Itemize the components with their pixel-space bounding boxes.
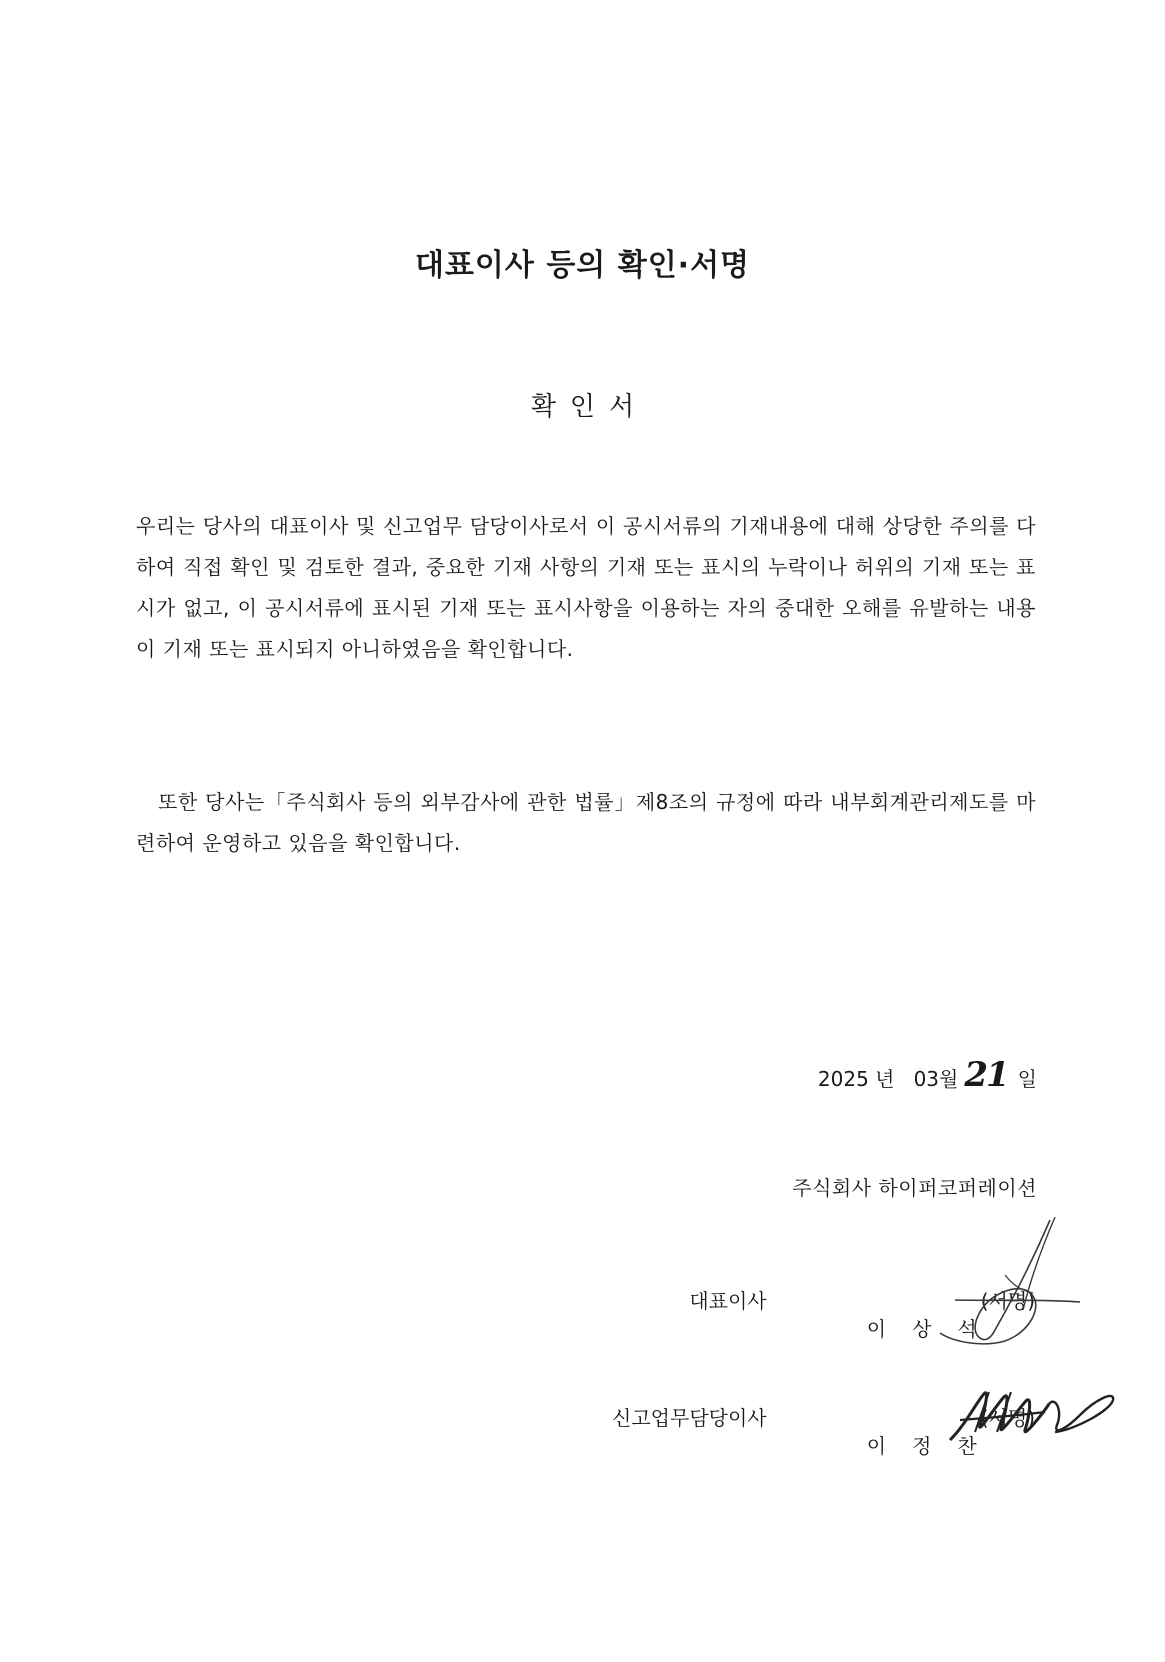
date-month: 03 xyxy=(913,1067,940,1091)
document-title: 대표이사 등의 확인·서명 xyxy=(414,248,751,283)
signing-date xyxy=(818,1055,1037,1095)
ceo-name-char: 이 xyxy=(866,1317,887,1341)
handwritten-day: 21 xyxy=(964,1055,1008,1095)
ceo-name-char: 석 xyxy=(957,1317,977,1341)
cfo-role: 신고업무담당이사 xyxy=(612,1406,767,1430)
cfo-name-char: 찬 xyxy=(957,1434,977,1458)
cfo-name xyxy=(803,1406,977,1483)
ceo-name-char: 상 xyxy=(912,1317,932,1341)
ceo-signature-line xyxy=(689,1285,1035,1366)
cfo-name-char: 이 xyxy=(866,1434,887,1458)
date-year-unit: 년 xyxy=(875,1067,895,1091)
confirmation-paragraph: 우리는 당사의 대표이사 및 신고업무 담당이사로서 이 공시서류의 기재내용에 대해 상당한 주의를 다하여 직접 확인 및 검토한 결과, 중요한 기재 사항의 기재 또는 표시의 누락이나 허위의 기재 또는 표시가 없고, 이 공시서류에 표시된 기재 또는 표시사항을 이용하는 자의 중대한 오해를 유발하는 내용이 기재 또는 표시되지 아니하였음을 확인합니다. xyxy=(136,514,1036,661)
date-year: 2025 xyxy=(817,1067,869,1091)
date-day-unit: 일 xyxy=(1017,1067,1037,1091)
ceo-name xyxy=(803,1289,977,1366)
document-subtitle: 확인서 xyxy=(530,392,649,422)
cfo-name-char: 정 xyxy=(912,1434,932,1458)
internal-control-paragraph: 또한 당사는「주식회사 등의 외부감사에 관한 법률」제8조의 규정에 따라 내부회계관리제도를 마련하여 운영하고 있음을 확인합니다. xyxy=(136,790,1036,855)
cfo-signature-line xyxy=(612,1402,1035,1483)
cfo-sign-mark: (서명) xyxy=(980,1406,1035,1430)
ceo-role: 대표이사 xyxy=(689,1289,767,1313)
company-name: 주식회사 하이퍼코퍼레이션 xyxy=(792,1176,1037,1200)
ceo-sign-mark: (서명) xyxy=(980,1289,1035,1313)
date-month-unit: 월 xyxy=(939,1067,959,1091)
